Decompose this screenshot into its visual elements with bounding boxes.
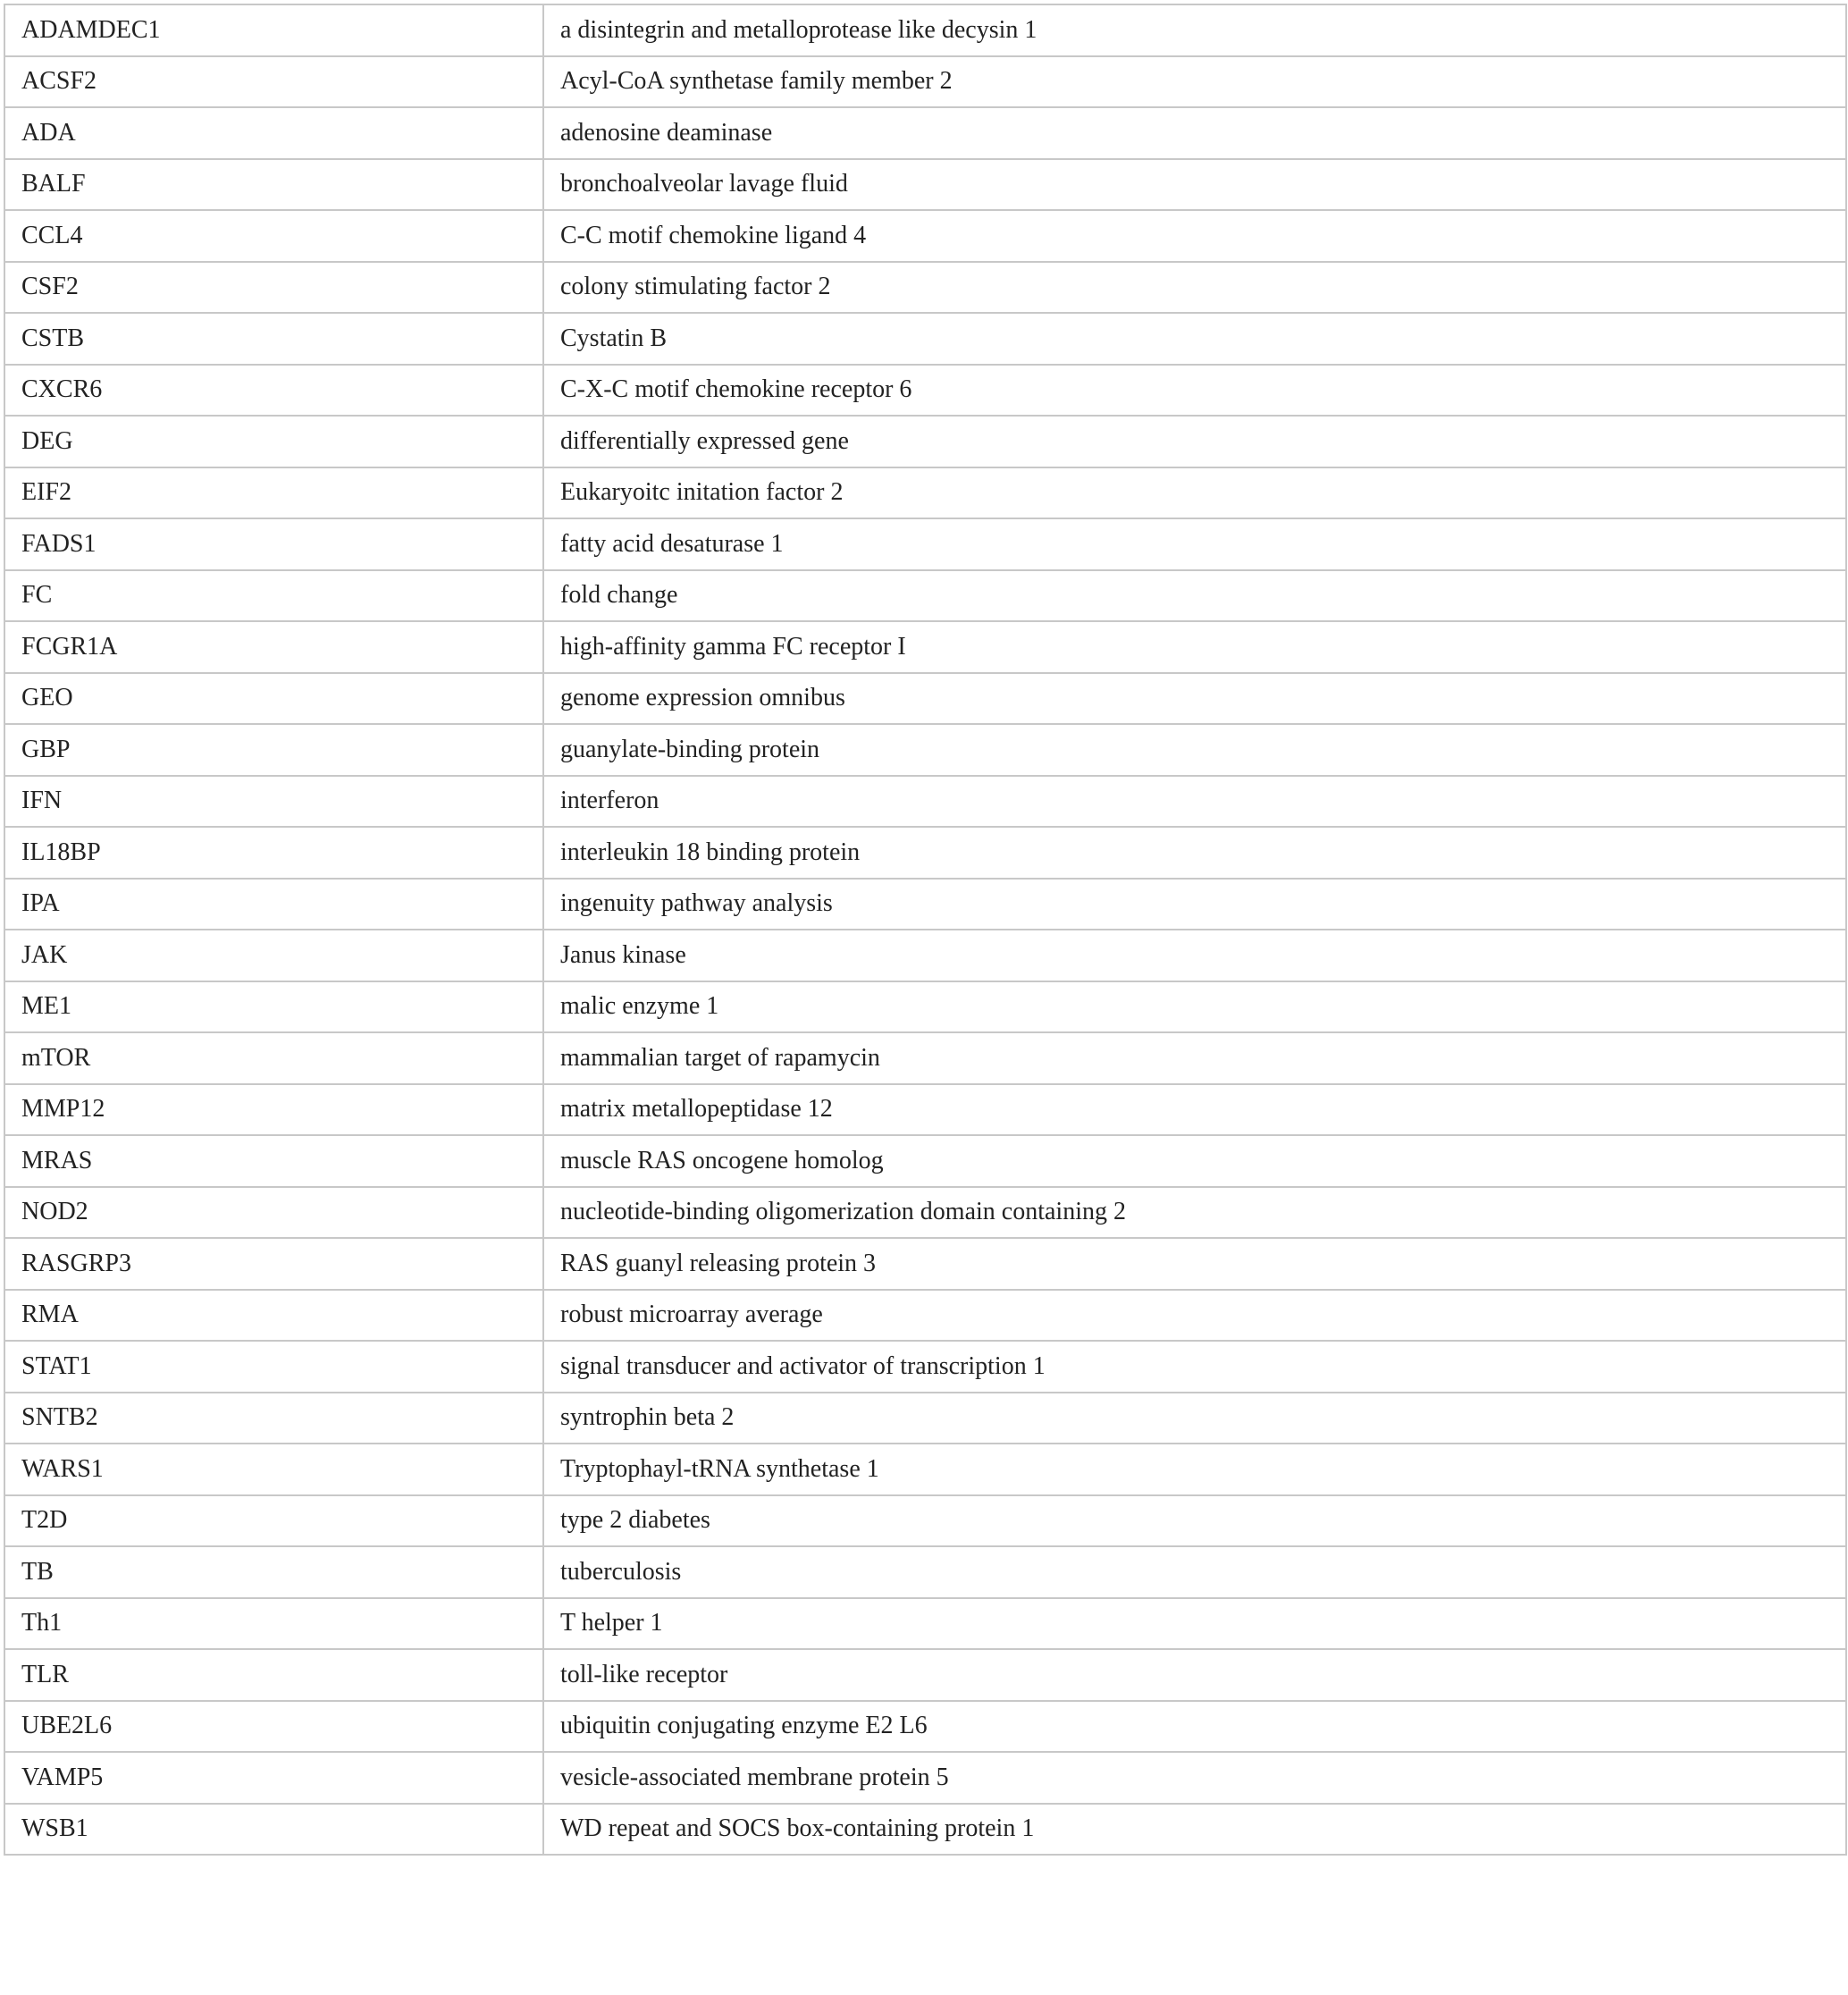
table-row [4,107,1846,159]
abbreviation-cell: WSB1 [4,1804,543,1856]
abbreviation-cell: FC [4,570,543,622]
abbreviation-cell: MRAS [4,1135,543,1187]
table-row [4,1084,1846,1136]
definition-cell: a disintegrin and metalloprotease like decysin 1 [543,4,1846,56]
definition-cell: adenosine deaminase [543,107,1846,159]
definition-cell: robust microarray average [543,1290,1846,1342]
definition-cell: guanylate-binding protein [543,724,1846,776]
definition-cell: fold change [543,570,1846,622]
table-row [4,1649,1846,1701]
definition-cell: malic enzyme 1 [543,981,1846,1033]
table-row [4,1444,1846,1495]
abbreviation-cell: IFN [4,776,543,828]
table-row [4,1032,1846,1084]
definition-cell: Acyl-CoA synthetase family member 2 [543,56,1846,108]
definition-cell: WD repeat and SOCS box-containing protein 1 [543,1804,1846,1856]
table-row [4,56,1846,108]
abbreviation-cell: CSF2 [4,262,543,314]
table-row [4,827,1846,879]
abbreviation-cell: GBP [4,724,543,776]
definition-cell: high-affinity gamma FC receptor I [543,621,1846,673]
abbreviation-cell: NOD2 [4,1187,543,1239]
abbreviation-cell: CXCR6 [4,365,543,417]
definition-cell: ingenuity pathway analysis [543,879,1846,930]
definition-cell: type 2 diabetes [543,1495,1846,1547]
definition-cell: ubiquitin conjugating enzyme E2 L6 [543,1701,1846,1753]
abbreviation-cell: TB [4,1546,543,1598]
definition-cell: colony stimulating factor 2 [543,262,1846,314]
table-row [4,673,1846,725]
definition-cell: syntrophin beta 2 [543,1393,1846,1444]
definition-cell: Cystatin B [543,313,1846,365]
abbreviation-cell: CSTB [4,313,543,365]
table-row [4,776,1846,828]
definition-cell: tuberculosis [543,1546,1846,1598]
abbreviation-cell: FCGR1A [4,621,543,673]
table-row [4,1290,1846,1342]
table-row [4,518,1846,570]
abbreviation-cell: RMA [4,1290,543,1342]
abbreviation-cell: mTOR [4,1032,543,1084]
table-row [4,159,1846,211]
table-row [4,1598,1846,1650]
abbreviation-cell: VAMP5 [4,1752,543,1804]
definition-cell: RAS guanyl releasing protein 3 [543,1238,1846,1290]
definition-cell: fatty acid desaturase 1 [543,518,1846,570]
abbreviation-cell: GEO [4,673,543,725]
table-row [4,1495,1846,1547]
table-row [4,1701,1846,1753]
abbreviation-cell: TLR [4,1649,543,1701]
definition-cell: matrix metallopeptidase 12 [543,1084,1846,1136]
abbreviation-cell: Th1 [4,1598,543,1650]
table-row [4,879,1846,930]
abbreviation-cell: FADS1 [4,518,543,570]
abbreviations-table [4,4,1847,1856]
table-row [4,1752,1846,1804]
abbreviation-cell: MMP12 [4,1084,543,1136]
table-row [4,1135,1846,1187]
table-row [4,930,1846,981]
abbreviation-cell: ME1 [4,981,543,1033]
table-row [4,621,1846,673]
table-row [4,981,1846,1033]
abbreviation-cell: T2D [4,1495,543,1547]
definition-cell: toll-like receptor [543,1649,1846,1701]
table-row [4,4,1846,56]
table-row [4,210,1846,262]
table-row [4,365,1846,417]
definition-cell: Janus kinase [543,930,1846,981]
table-row [4,262,1846,314]
table-row [4,467,1846,519]
table-row [4,1341,1846,1393]
table-row [4,1393,1846,1444]
definition-cell: signal transducer and activator of transcription 1 [543,1341,1846,1393]
definition-cell: interferon [543,776,1846,828]
abbreviation-cell: DEG [4,416,543,467]
abbreviation-cell: RASGRP3 [4,1238,543,1290]
table-row [4,1238,1846,1290]
definition-cell: differentially expressed gene [543,416,1846,467]
definition-cell: muscle RAS oncogene homolog [543,1135,1846,1187]
definition-cell: nucleotide-binding oligomerization domain containing 2 [543,1187,1846,1239]
definition-cell: vesicle-associated membrane protein 5 [543,1752,1846,1804]
abbreviation-cell: CCL4 [4,210,543,262]
table-row [4,416,1846,467]
abbreviation-cell: IPA [4,879,543,930]
table-row [4,1804,1846,1856]
definition-cell: T helper 1 [543,1598,1846,1650]
definition-cell: bronchoalveolar lavage fluid [543,159,1846,211]
abbreviation-cell: UBE2L6 [4,1701,543,1753]
definition-cell: Eukaryoitc initation factor 2 [543,467,1846,519]
definition-cell: mammalian target of rapamycin [543,1032,1846,1084]
abbreviation-cell: ADAMDEC1 [4,4,543,56]
table-row [4,1546,1846,1598]
definition-cell: interleukin 18 binding protein [543,827,1846,879]
definition-cell: C-X-C motif chemokine receptor 6 [543,365,1846,417]
table-row [4,570,1846,622]
abbreviations-table-container [4,4,1845,1856]
abbreviation-cell: ACSF2 [4,56,543,108]
abbreviation-cell: EIF2 [4,467,543,519]
table-row [4,1187,1846,1239]
definition-cell: genome expression omnibus [543,673,1846,725]
table-row [4,724,1846,776]
table-row [4,313,1846,365]
abbreviation-cell: JAK [4,930,543,981]
abbreviation-cell: IL18BP [4,827,543,879]
definition-cell: Tryptophayl-tRNA synthetase 1 [543,1444,1846,1495]
abbreviations-table-body [4,4,1846,1855]
abbreviation-cell: BALF [4,159,543,211]
definition-cell: C-C motif chemokine ligand 4 [543,210,1846,262]
abbreviation-cell: ADA [4,107,543,159]
abbreviation-cell: SNTB2 [4,1393,543,1444]
abbreviation-cell: STAT1 [4,1341,543,1393]
abbreviation-cell: WARS1 [4,1444,543,1495]
